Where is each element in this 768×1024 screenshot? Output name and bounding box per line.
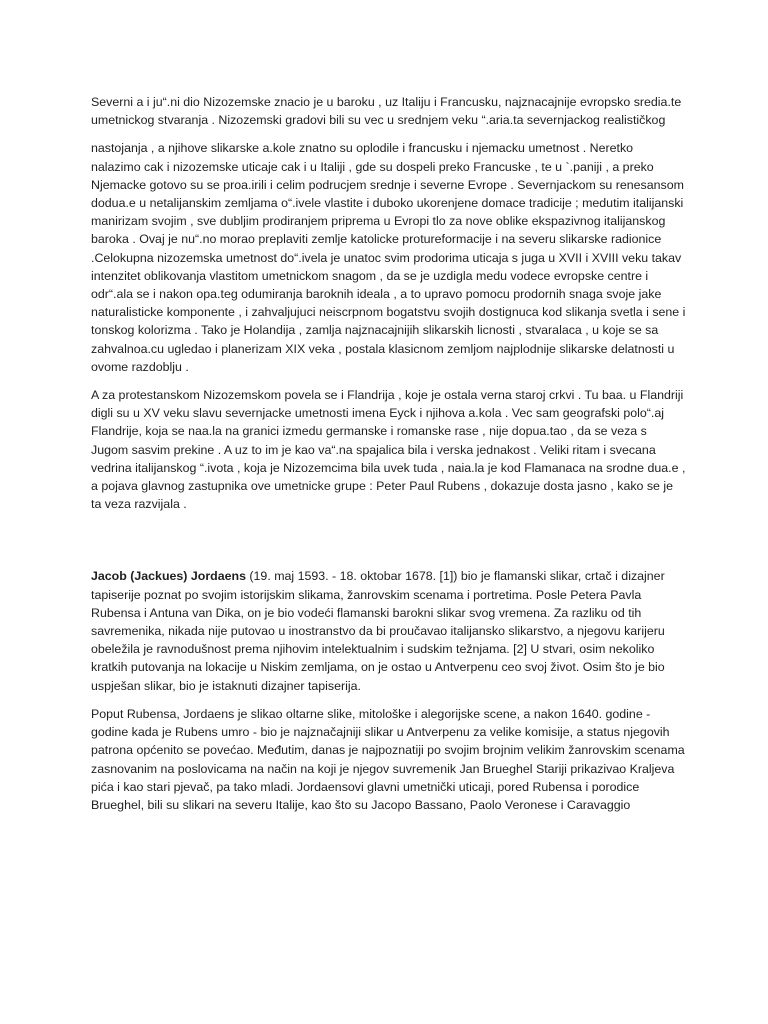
artist-name: Jacob (Jackues) Jordaens [91, 569, 246, 584]
section-gap [91, 523, 686, 567]
paragraph-nizozemska: nastojanja , a njihove slikarske a.kole znatno su oplodile i francusku i njemacku umetnost . Neretko nalazimo cak i nizozemske uticaje cak i u Italiji , gde su dospeli preko Francuske , te u `.paniji , a preko Njemacke gotovo su se proa.irili i celim podrucjem srednje i severne Evrope . Severnjackom su renesansom dodua.e u netalijanskim zemljama o“.ivele vlastite i duboko ukorenjene domace tradicije ; medutim italijanski manirizam svojim , sve dubljim prodiranjem priprema u Evropi tlo za nove oblike ekspazivnog italijanskog baroka . Ovaj je nu“.no morao preplaviti zemlje katolicke protureformacije i na severu slikarske radionice .Celokupna nizozemska umetnost do“.ivela je unatoc svim prodorima uticaja s juga u XVII i XVIII veku takav intenzitet oblikovanja vlastitom umetnickom snagom , da se je uzdigla medu vodece evropske centre i odr“.ala se i nakon opa.teg odumiranja baroknih ideala , a to upravo pomocu prodornih snaga svoje jake naturalisticke komponente , i zahvaljujuci neiscrpnom bogatstvu svojih dostignuca kod slikanja svetla i sene i tonskog kolorizma . Tako je Holandija , zamlja najznacajnijih slikarskih licnosti , stvaralaca , u koje se sa zahvalnoa.cu ugledao i planerizam XIX veka , postala klasicnom zemljom najplodnije slikarske delatnosti u ovome razdoblju . [91, 141, 686, 374]
document-page [91, 93, 686, 824]
paragraph-intro: Severni a i ju“.ni dio Nizozemske znacio je u baroku , uz Italiju i Francusku, najznacajnije evropsko sredia.te umetnickog stvaranja . Nizozemski gradovi bili su vec u srednjem veku “.aria.ta severnjackog realističkog [91, 95, 682, 128]
paragraph-flandrija: A za protestanskom Nizozemskom povela se i Flandrija , koje je ostala verna staroj crkvi . Tu baa. u Flandriji digli su u XV veku slavu severnjacke umetnosti imena Eyck i njihova a.kola . Vec sam geografski polo“.aj Flandrije, koja se naa.la na granici izmedu germanske i romanske rase , nije dopua.tao , da se veza s Jugom sasvim prekine . A uz to im je kao va“.na spajalica bila i verska jednakost . Veliki ritam i svecana vedrina italijanskog “.ivota , koja je Nizozemcima bila uvek tuda , naia.la je kod Flamanaca na srodne dua.e , a pojava glavnog zastupnika ove umetnicke grupe : Peter Paul Rubens , dokazuje dosta jasno , kako se je ta veza razvijala . [91, 388, 686, 512]
paragraph-jordaens-intro [91, 567, 686, 694]
jordaens-intro-text: (19. maj 1593. - 18. oktobar 1678. [1]) bio je flamanski slikar, crtač i dizajner tapiserije poznat po svojim istorijskim slikama, žanrovskim scenama i portretima. Posle Petera Pavla Rubensa i Antuna van Dika, on je bio vodeći flamanski barokni slikar svog vremena. Za razliku od tih savremenika, nikada nije putovao u inostranstvo da bi proučavao italijansko slikarstvo, a njegovu karijeru obeležila je ravnodušnost prema njihovim intelektualnim i sudskim težnjama. [2] U stvari, osim nekoliko kratkih putovanja na lokacije u Niskim zemljama, on je ostao u Antverpenu ceo svoj život. Osim što je bio uspješan slikar, bio je istaknuti dizajner tapiserija. [91, 569, 665, 693]
paragraph-jordaens-works: Poput Rubensa, Jordaens je slikao oltarne slike, mitološke i alegorijske scene, a nakon 1640. godine - godine kada je Rubens umro - bio je najznačajniji slikar u Antverpenu za velike komisije, a status njegovih patrona općenito se povećao. Međutim, danas je najpoznatiji po svojim brojnim velikim žanrovskim scenama zasnovanim na poslovicama na način na koji je njegov suvremenik Jan Brueghel Stariji prikazivao Kraljeva pića i kao stari pjevač, pa tako mladi. Jordaensovi glavni umetnički uticaji, pored Rubensa i porodice Brueghel, bili su slikari na severu Italije, kao što su Jacopo Bassano, Paolo Veronese i Caravaggio [91, 706, 685, 812]
